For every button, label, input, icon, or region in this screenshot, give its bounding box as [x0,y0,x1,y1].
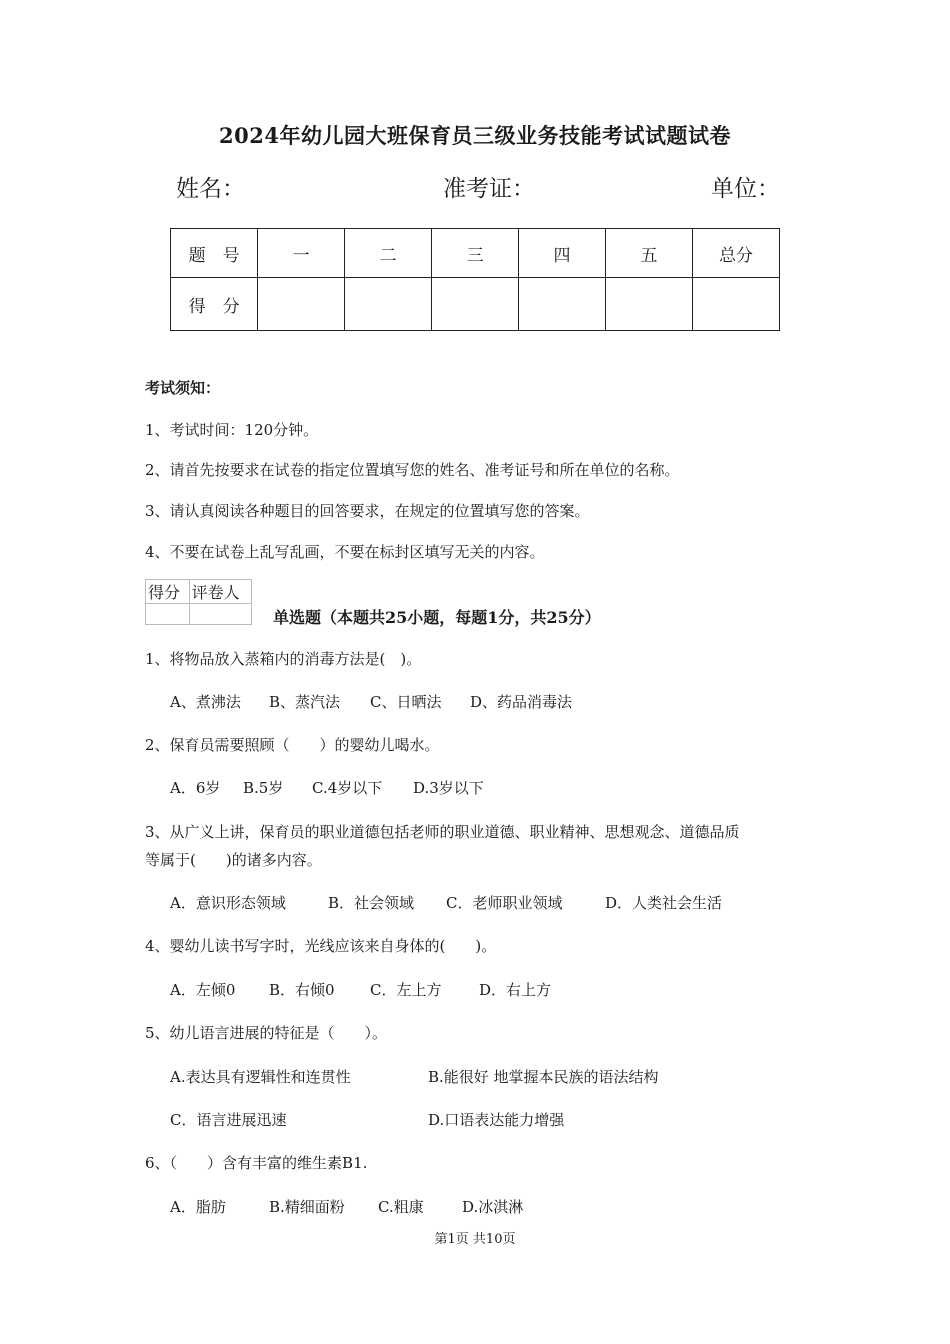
score-input-cell[interactable] [432,278,519,331]
option: A．左倾0 [170,981,236,999]
option: C、日晒法 [370,693,442,711]
score-table-cell: 三 [432,229,519,278]
score-table-cell: 总分 [692,229,779,278]
name-label: 姓名： [176,176,245,202]
option: C．老师职业领域 [446,894,563,912]
score-input-cell[interactable] [258,278,345,331]
section-title: 单选题（本题共25小题，每题1分，共25分） [273,608,601,627]
option: B.5岁 [243,779,284,797]
option: D．人类社会生活 [605,894,723,912]
notice-heading: 考试须知： [145,379,221,397]
option: B.精细面粉 [269,1198,345,1216]
page-footer: 第1页 共10页 [434,1232,516,1247]
score-table-score-row [171,278,780,331]
question-stem: 3、从广义上讲，保育员的职业道德包括老师的职业道德、职业精神、思想观念、道德品质 [145,823,740,841]
option: B．社会领域 [328,894,415,912]
question-stem: 1、将物品放入蒸箱内的消毒方法是( )。 [145,650,422,668]
grader-reviewer-cell[interactable] [189,604,251,625]
option: C.4岁以下 [312,779,383,797]
option: A、煮沸法 [170,693,241,711]
option: C．语言进展迅速 [170,1111,287,1129]
option: C.粗康 [378,1198,424,1216]
unit-label: 单位： [711,176,780,202]
option: A．意识形态领域 [170,894,286,912]
score-table-cell: 四 [519,229,606,278]
question-stem: 4、婴幼儿读书写字时，光线应该来自身体的( )。 [145,937,497,955]
question-stem: 2、保育员需要照顾（ ）的婴幼儿喝水。 [145,736,440,754]
option: D．右上方 [479,981,552,999]
option: B.能很好 地掌握本民族的语法结构 [428,1068,659,1086]
score-table-cell: 五 [606,229,693,278]
option: A．6岁 [170,779,221,797]
notice-item: 1、考试时间：120分钟。 [145,421,319,439]
grader-reviewer-label: 评卷人 [189,580,251,604]
question-stem-continued: 等属于( )的诸多内容。 [145,851,322,869]
option: D.口语表达能力增强 [428,1111,565,1129]
score-table-cell: 二 [345,229,432,278]
notice-item: 4、不要在试卷上乱写乱画，不要在标封区填写无关的内容。 [145,543,545,561]
exam-id-label: 准考证： [443,176,535,202]
option: D.3岁以下 [413,779,484,797]
score-table-cell: 题 号 [171,229,258,278]
score-table-cell: 一 [258,229,345,278]
score-table-header-row [171,229,780,278]
score-table [170,228,780,331]
score-input-cell[interactable] [692,278,779,331]
option: A.表达具有逻辑性和连贯性 [170,1068,351,1086]
grader-score-label: 得分 [146,580,190,604]
option: B．右倾0 [269,981,335,999]
notice-item: 2、请首先按要求在试卷的指定位置填写您的姓名、准考证号和所在单位的名称。 [145,461,680,479]
notice-item: 3、请认真阅读各种题目的回答要求，在规定的位置填写您的答案。 [145,502,590,520]
score-input-cell[interactable] [606,278,693,331]
grader-score-cell[interactable] [146,604,190,625]
option: D.冰淇淋 [462,1198,524,1216]
option: A．脂肪 [170,1198,226,1216]
question-stem: 5、幼儿语言进展的特征是（ ）。 [145,1024,388,1042]
score-table-cell: 得 分 [171,278,258,331]
page-title: 2024年幼儿园大班保育员三级业务技能考试试题试卷 [219,123,731,148]
grader-box [145,579,252,625]
option: B、蒸汽法 [269,693,341,711]
question-stem: 6、（ ）含有丰富的维生素B1. [145,1154,368,1172]
option: C．左上方 [370,981,442,999]
option: D、药品消毒法 [470,693,573,711]
score-input-cell[interactable] [519,278,606,331]
score-input-cell[interactable] [345,278,432,331]
